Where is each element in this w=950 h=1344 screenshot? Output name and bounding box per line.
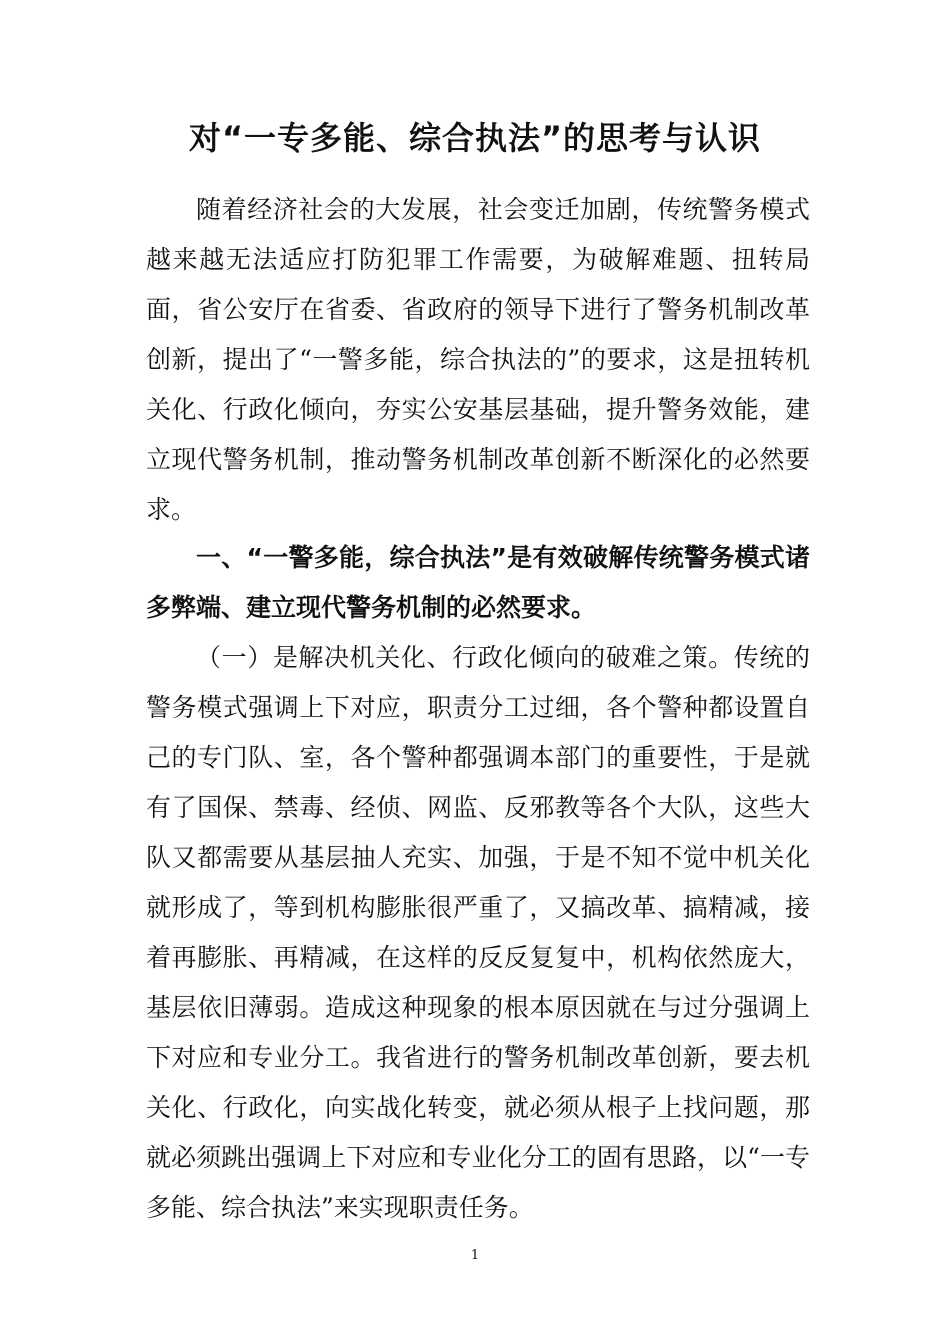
document-title: 对“一专多能、综合执法”的思考与认识	[188, 119, 762, 157]
section-heading: 一、“一警多能，综合执法”是有效破解传统警务模式诸多弊端、建立现代警务机制的必然要求。	[146, 543, 810, 622]
page-number: 1	[470, 1248, 480, 1263]
intro-paragraph: 随着经济社会的大发展，社会变迁加剧，传统警务模式越来越无法适应打防犯罪工作需要，为破解难题、扭转局面，省公安厅在省委、省政府的领导下进行了警务机制改革创新，提出了“一警多能，综合执法的”的要求，这是扭转机关化、行政化倾向，夯实公安基层基础，提升警务效能，建立现代警务机制，推动警务机制改革创新不断深化的必然要求。	[146, 195, 810, 524]
subsection-paragraph: （一）是解决机关化、行政化倾向的破难之策。传统的警务模式强调上下对应，职责分工过细，各个警种都设置自己的专门队、室，各个警种都强调本部门的重要性，于是就有了国保、禁毒、经侦、网监、反邪教等各个大队，这些大队又都需要从基层抽人充实、加强，于是不知不觉中机关化就形成了，等到机构膨胀很严重了，又搞改革、搞精减，接着再膨胀、再精减，在这样的反反复复中，机构依然庞大，基层依旧薄弱。造成这种现象的根本原因就在与过分强调上下对应和专业分工。我省进行的警务机制改革创新，要去机关化、行政化，向实战化转变，就必须从根子上找问题，那就必须跳出强调上下对应和专业化分工的固有思路，以“一专多能、综合执法”来实现职责任务。	[146, 643, 810, 1222]
